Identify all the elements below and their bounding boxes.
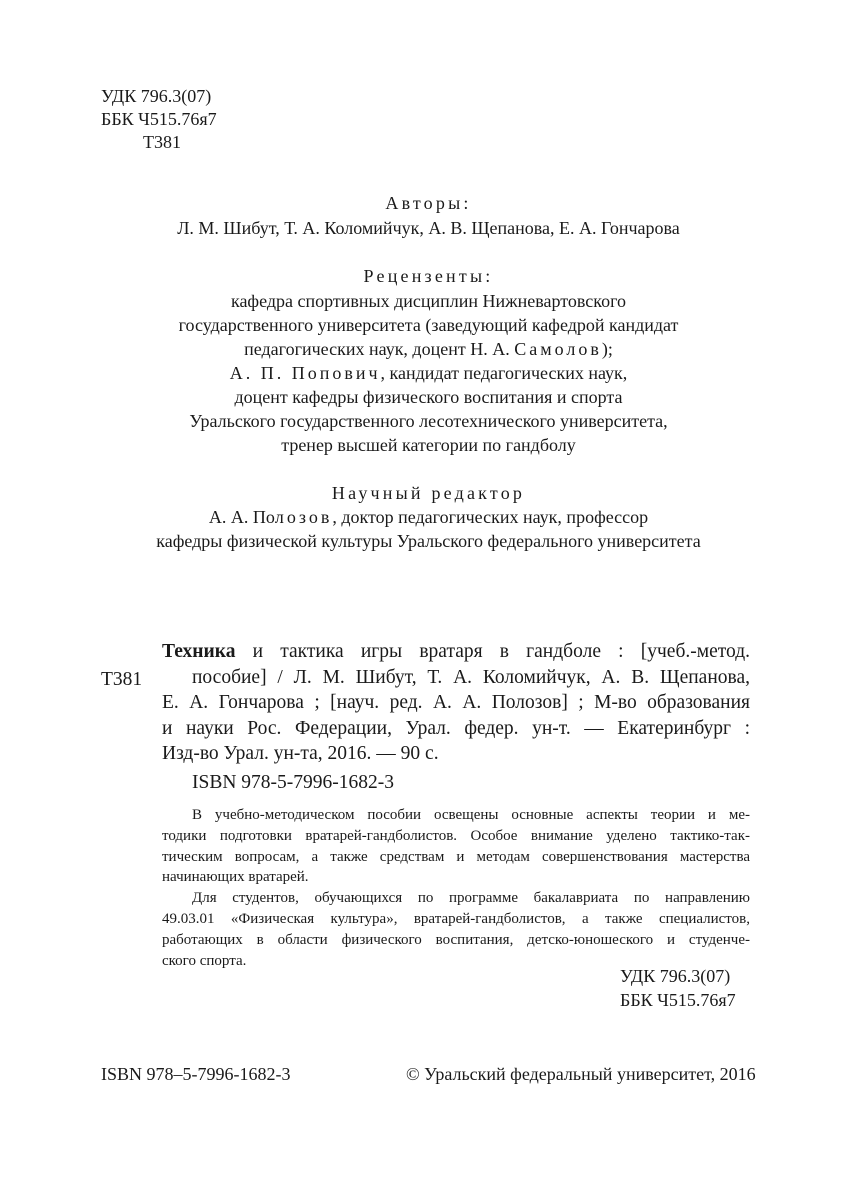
editor-line-1 (0, 506, 857, 528)
classification-udk: УДК 796.3(07) (620, 966, 731, 986)
annotation-paragraph-1 (162, 805, 750, 888)
catalog-author-mark: Т381 (101, 669, 143, 690)
reviewers-line-3-end: ); (601, 339, 613, 359)
reviewers-line-4-text: , кандидат педагогических наук, (380, 363, 628, 383)
annotation-p1-line-2: тодики подготовки вратарей-гандболистов. Особое внимание уделено тактико-так- (162, 827, 750, 844)
editor-heading: Научный редактор (331, 483, 526, 503)
editor-line-2: кафедры физической культуры Уральского федерального университета (156, 531, 701, 551)
author-mark: Т381 (143, 132, 181, 152)
annotation-p2-line-2: 49.03.01 «Физическая культура», вратарей-гандболистов, а также специалистов, (162, 910, 750, 927)
reviewers-line-5: доцент кафедры физического воспитания и спорта (234, 387, 623, 407)
authors-heading: Авторы: (385, 193, 472, 213)
annotation-p2-line-4: ского спорта. (162, 952, 247, 969)
reviewer-popovich: А. П. Попович (229, 363, 381, 383)
bbk-code: ББК Ч515.76я7 (101, 109, 217, 129)
reviewers-line-3 (0, 338, 857, 360)
annotation-p2-line-3: работающих в области физического воспитания, детско-юношеского и студенче- (162, 931, 750, 948)
catalog-line-4: и науки Рос. Федерации, Урал. федер. ун-т. — Екатеринбург : (162, 717, 750, 739)
editor-initials: А. А. По (208, 507, 275, 527)
annotation-paragraph-2 (162, 888, 750, 971)
authors-names: Л. М. Шибут, Т. А. Коломийчук, А. В. Щепанова, Е. А. Гончарова (177, 218, 680, 238)
annotation-p1-line-4: начинающих вратарей. (162, 869, 309, 886)
annotation (162, 805, 750, 971)
reviewers-line-2: государственного университета (заведующий кафедрой кандидат (178, 315, 679, 335)
catalog-line-5: Изд-во Урал. ун-та, 2016. — 90 с. (162, 743, 439, 764)
reviewers-line-7: тренер высшей категории по гандболу (281, 435, 576, 455)
footer-isbn: ISBN 978–5-7996-1682-3 (101, 1064, 291, 1084)
annotation-p2-line-1: Для студентов, обучающихся по программе бакалавриата по направлению (192, 890, 750, 907)
reviewers-line-3-text: педагогических наук, доцент Н. А. (244, 339, 515, 359)
annotation-p1-line-3: тическим вопросам, а также средствам и методам совершенствования мастерства (162, 848, 750, 865)
reviewers-heading: Рецензенты: (363, 266, 494, 286)
reviewers-line-4 (0, 362, 857, 384)
udk-code: УДК 796.3(07) (101, 86, 212, 106)
catalog-title-rest: и тактика игры вратаря в гандболе : [учеб.-метод. (235, 641, 750, 662)
catalog-title-bold: Техника (162, 641, 236, 662)
catalog-description (162, 639, 750, 767)
reviewer-surname-samolov: Самолов (514, 339, 602, 359)
reviewers-line-1: кафедра спортивных дисциплин Нижневартовского (230, 291, 627, 311)
catalog-line-2: пособие] / Л. М. Шибут, Т. А. Коломийчук, А. В. Щепанова, (192, 666, 750, 688)
footer-copyright: © Уральский федеральный университет, 2016 (406, 1064, 756, 1084)
classification-bbk: ББК Ч515.76я7 (620, 990, 736, 1010)
catalog-line-1 (162, 639, 750, 665)
catalog-isbn: ISBN 978-5-7996-1682-3 (192, 772, 395, 793)
catalog-line-3: Е. А. Гончарова ; [науч. ред. А. А. Полозов] ; М-во образования (162, 692, 750, 713)
annotation-p1-line-1: В учебно-методическом пособии освещены основные аспекты теории и ме- (192, 807, 750, 823)
editor-surname: лозов (274, 507, 333, 527)
editor-line-1-text: , доктор педагогических наук, профессор (332, 507, 649, 527)
reviewers-line-6: Уральского государственного лесотехнического университета, (189, 411, 668, 431)
